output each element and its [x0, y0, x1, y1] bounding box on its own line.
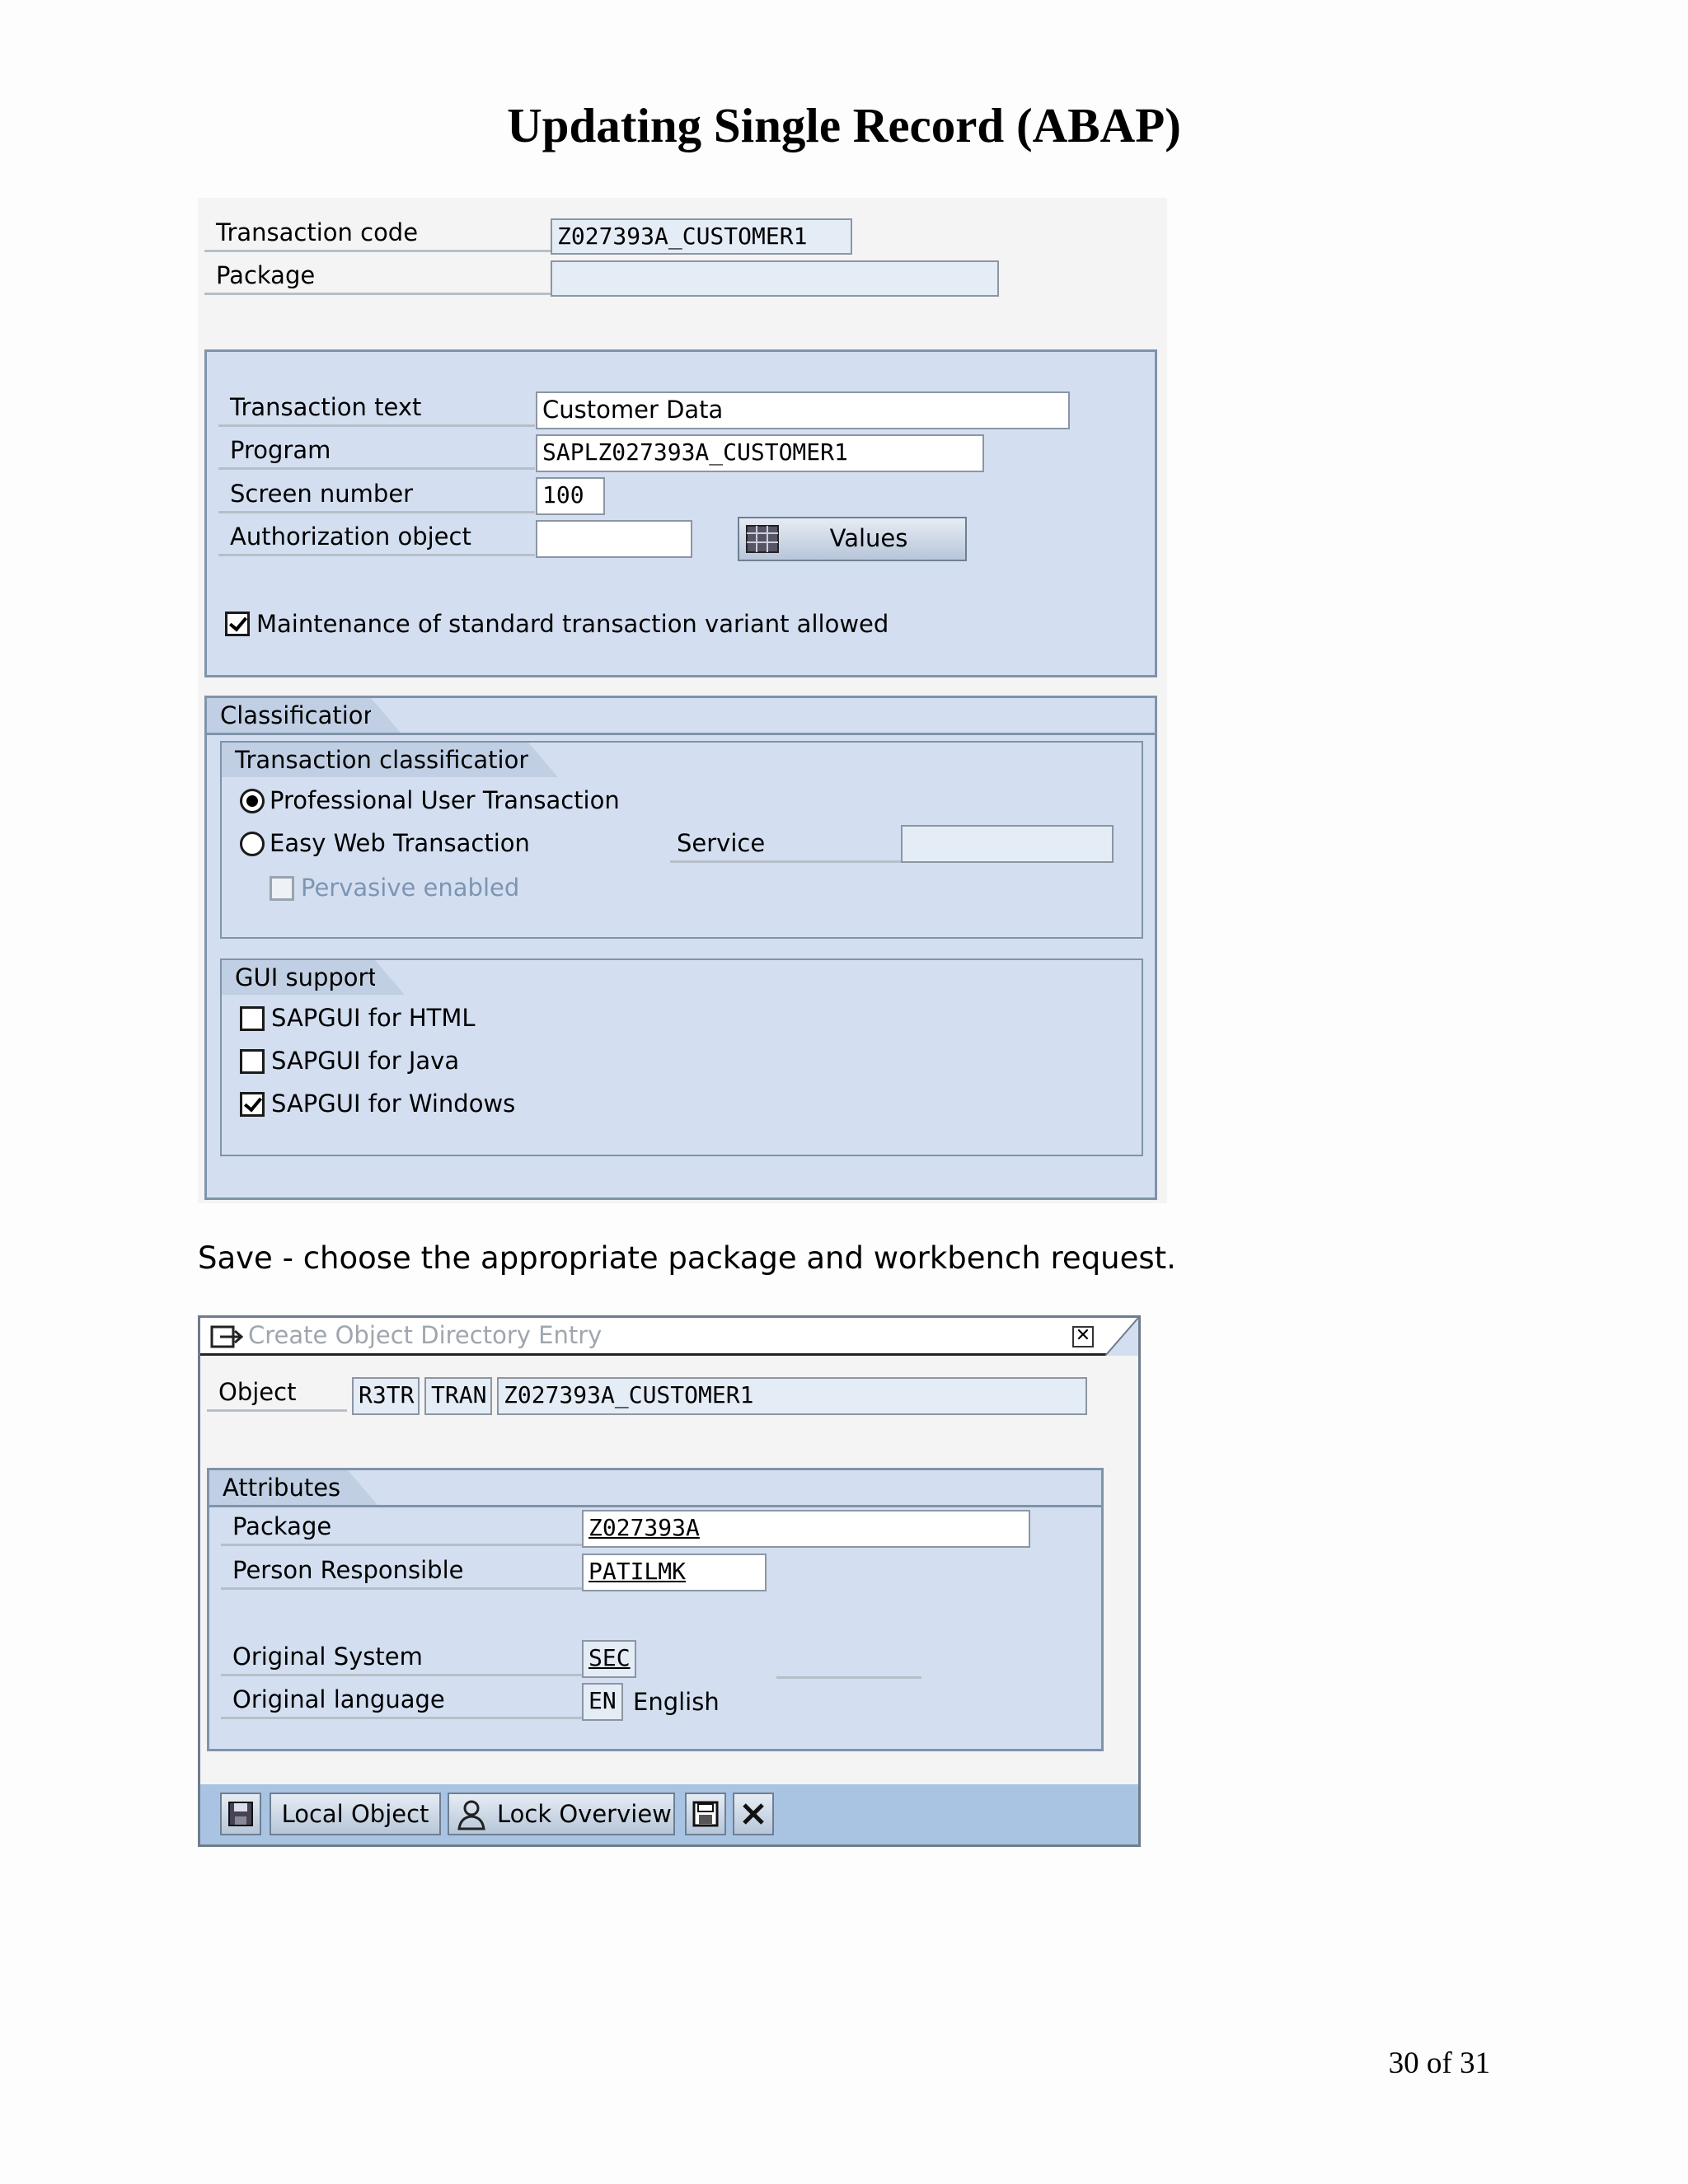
package-field[interactable] — [551, 260, 999, 297]
save-icon — [227, 1800, 255, 1828]
service-label: Service — [670, 827, 901, 863]
professional-user-label: Professional User Transaction — [270, 786, 620, 814]
values-button-label: Values — [829, 524, 908, 552]
empty-underline — [776, 1676, 921, 1679]
table-icon — [746, 525, 779, 553]
program-label: Program — [218, 434, 535, 470]
attributes-divider — [209, 1505, 1101, 1507]
original-language-code-field[interactable]: EN — [582, 1683, 623, 1721]
cancel-button[interactable] — [733, 1793, 774, 1835]
classification-divider — [207, 733, 1155, 735]
create-object-directory-dialog — [198, 1315, 1141, 1847]
save-as-button[interactable] — [685, 1793, 726, 1835]
transaction-code-field[interactable]: Z027393A_CUSTOMER1 — [551, 218, 852, 255]
lock-overview-button[interactable] — [448, 1793, 675, 1835]
caption-text: Save - choose the appropriate package and workbench request. — [198, 1240, 1176, 1276]
program-field[interactable]: SAPLZ027393A_CUSTOMER1 — [536, 434, 984, 472]
title-bar-corner — [1105, 1318, 1138, 1356]
gui-support-title: GUI support — [222, 960, 375, 995]
maintenance-variant-checkbox[interactable] — [225, 612, 250, 636]
sapgui-windows-label: SAPGUI for Windows — [271, 1090, 516, 1118]
object-type-field[interactable]: TRAN — [424, 1377, 492, 1415]
save-button[interactable] — [220, 1793, 261, 1835]
screen-number-field[interactable]: 100 — [536, 477, 605, 515]
sapgui-windows-checkbox[interactable] — [240, 1092, 265, 1117]
object-pgmid-field[interactable]: R3TR — [352, 1377, 420, 1415]
original-system-label: Original System — [221, 1640, 582, 1676]
pervasive-enabled-label: Pervasive enabled — [301, 874, 520, 902]
package-label: Package — [204, 259, 551, 295]
transaction-text-field[interactable]: Customer Data — [536, 391, 1070, 429]
sapgui-html-label: SAPGUI for HTML — [271, 1004, 476, 1032]
original-system-field[interactable] — [582, 1640, 636, 1678]
local-object-button[interactable]: Local Object — [270, 1793, 441, 1835]
close-icon[interactable]: ✕ — [1072, 1326, 1094, 1347]
easy-web-radio[interactable] — [240, 832, 265, 856]
sapgui-java-label: SAPGUI for Java — [271, 1047, 460, 1075]
dialog-title-bar — [200, 1318, 1138, 1356]
person-responsible-value: PATILMK — [588, 1558, 687, 1585]
original-system-value: SEC — [588, 1644, 631, 1671]
easy-web-label: Easy Web Transaction — [270, 829, 530, 857]
classification-group — [204, 696, 1157, 1200]
person-responsible-field[interactable] — [582, 1554, 767, 1591]
page-title: Updating Single Record (ABAP) — [507, 98, 1181, 152]
dialog-title: Create Object Directory Entry — [248, 1321, 603, 1349]
authorization-object-field[interactable] — [536, 520, 692, 558]
authorization-object-label: Authorization object — [218, 520, 535, 556]
values-button[interactable] — [738, 517, 967, 561]
object-label: Object — [207, 1376, 347, 1412]
professional-user-radio[interactable] — [240, 789, 265, 813]
transaction-code-label: Transaction code — [204, 216, 551, 252]
transaction-details-group — [204, 349, 1157, 677]
attr-package-label: Package — [221, 1510, 582, 1546]
service-field[interactable] — [901, 825, 1114, 863]
attr-package-value: Z027393A — [588, 1514, 700, 1541]
save-local-icon — [692, 1800, 720, 1828]
person-responsible-label: Person Responsible — [221, 1554, 582, 1590]
page-number: 30 of 31 — [1388, 2046, 1490, 2080]
original-language-label: Original language — [221, 1683, 582, 1719]
sapgui-java-checkbox[interactable] — [240, 1049, 265, 1074]
screen-number-label: Screen number — [218, 477, 535, 513]
attr-package-field[interactable] — [582, 1510, 1030, 1548]
maintenance-variant-label: Maintenance of standard transaction variant allowed — [256, 610, 889, 638]
transaction-classification-title: Transaction classification — [222, 743, 528, 777]
lock-overview-label: Lock Overview — [497, 1800, 672, 1828]
transaction-text-label: Transaction text — [218, 391, 535, 427]
object-name-field[interactable]: Z027393A_CUSTOMER1 — [497, 1377, 1087, 1415]
sapgui-html-checkbox[interactable] — [240, 1006, 265, 1031]
cancel-icon — [739, 1800, 767, 1828]
edit-entry-icon — [210, 1324, 243, 1349]
gui-support-group — [220, 958, 1143, 1156]
pervasive-enabled-checkbox[interactable] — [270, 876, 294, 901]
dialog-toolbar — [200, 1784, 1138, 1844]
user-lock-icon — [456, 1799, 487, 1830]
transaction-screen — [198, 198, 1167, 1203]
transaction-classification-group — [220, 741, 1143, 939]
classification-title: Classification — [207, 698, 371, 733]
attributes-title: Attributes — [209, 1470, 348, 1505]
attributes-group — [207, 1468, 1104, 1751]
original-language-name: English — [633, 1688, 720, 1716]
